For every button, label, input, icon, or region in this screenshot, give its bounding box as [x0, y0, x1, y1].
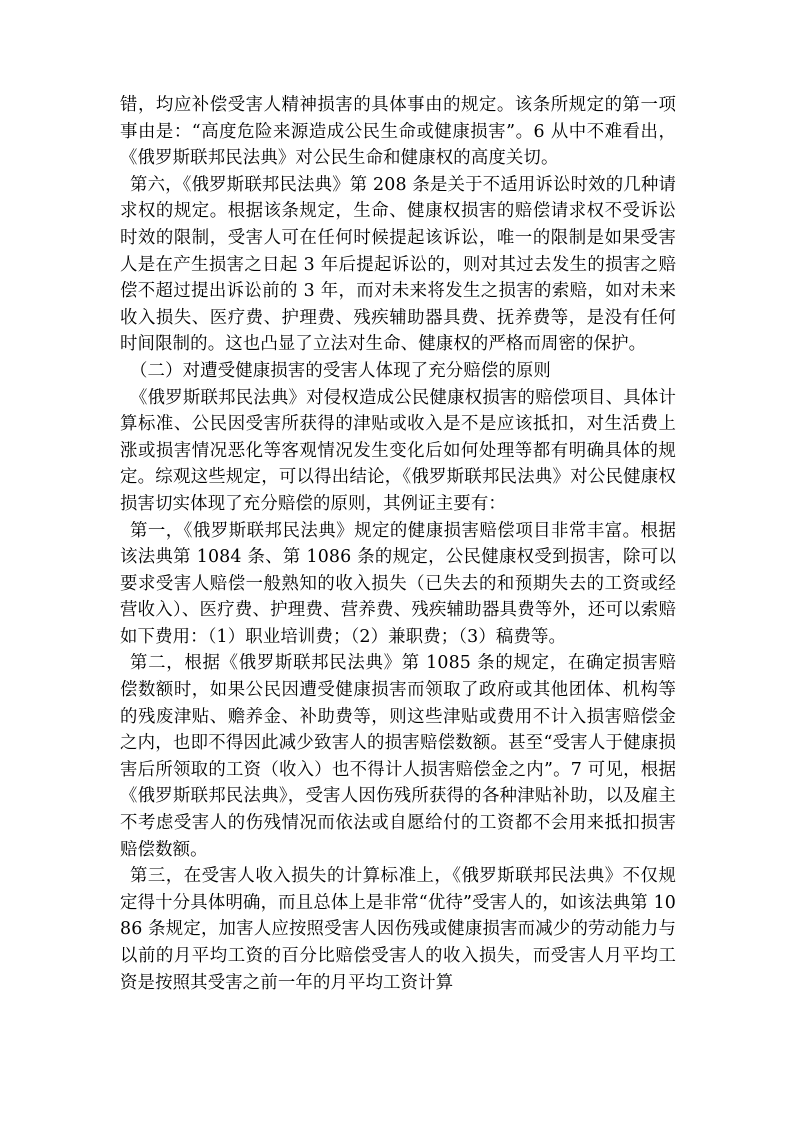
paragraph-third: 第三，在受害人收入损失的计算标准上，《俄罗斯联邦民法典》不仅规定得十分具体明确，而且总体上是非常“优待”受害人的，如该法典第 1086 条规定，加害人应按照受害人因伤残或健康损害而减少的劳动能力与以前的月平均工资的百分比赔偿受害人的收入损失，而受害人月平均工资是按照其受害之前一年的月平均工资计算: [120, 866, 676, 993]
paragraph-continuation: 错，均应补偿受害人精神损害的具体事由的规定。该条所规定的第一项事由是：“高度危险来源造成公民生命或健康损害”。6 从中不难看出，《俄罗斯联邦民法典》对公民生命和健康权的高度关切。: [120, 95, 676, 169]
paragraph-second: 第二，根据《俄罗斯联邦民法典》第 1085 条的规定，在确定损害赔偿数额时，如果公民因遭受健康损害而领取了政府或其他团体、机构等的残废津贴、赡养金、补助费等，则这些津贴或费用不计入损害赔偿金之内，也即不得因此减少致害人的损害赔偿数额。甚至“受害人于健康损害后所领取的工资（收入）也不得计人损害赔偿金之内”。7 可见，根据《俄罗斯联邦民法典》，受害人因伤残所获得的各种津贴补助，以及雇主不考虑受害人的伤残情况而依法或自愿给付的工资都不会用来抵扣损害赔偿数额。: [120, 653, 676, 860]
paragraph-first: 第一，《俄罗斯联邦民法典》规定的健康损害赔偿项目非常丰富。根据该法典第 1084 条、第 1086 条的规定，公民健康权受到损害，除可以要求受害人赔偿一般熟知的收入损失（已失去的和预期失去的工资或经营收入）、医疗费、护理费、营养费、残疾辅助器具费等外，还可以索赔如下费用：（1）职业培训费；（2）兼职费；（3）稿费等。: [120, 520, 676, 647]
document-page: [120, 92, 676, 996]
paragraph-intro: 《俄罗斯联邦民法典》对侵权造成公民健康权损害的赔偿项目、具体计算标准、公民因受害所获得的津贴或收入是不是应该抵扣，对生活费上涨或损害情况恶化等客观情况发生变化后如何处理等都有明确具体的规定。综观这些规定，可以得出结论，《俄罗斯联邦民法典》对公民健康权损害切实体现了充分赔偿的原则，其例证主要有：: [120, 387, 676, 514]
section-heading: （二）对遭受健康损害的受害人体现了充分赔偿的原则: [130, 360, 551, 381]
paragraph-sixth: 第六，《俄罗斯联邦民法典》第 208 条是关于不适用诉讼时效的几种请求权的规定。根据该条规定，生命、健康权损害的赔偿请求权不受诉讼时效的限制，受害人可在任何时候提起该诉讼，唯一的限制是如果受害人是在产生损害之日起 3 年后提起诉讼的，则对其过去发生的损害之赔偿不超过提出诉讼前的 3 年，而对未来将发生之损害的索赔，如对未来收入损失、医疗费、护理费、残疾辅助器具费、抚养费等，是没有任何时间限制的。这也凸显了立法对生命、健康权的严格而周密的保护。: [120, 174, 676, 355]
